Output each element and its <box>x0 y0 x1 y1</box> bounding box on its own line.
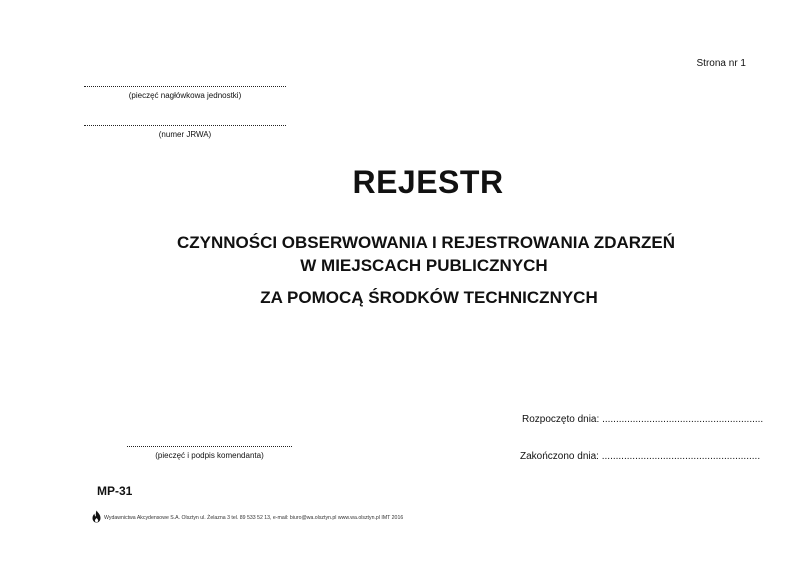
started-date-field: .......................................................... <box>602 414 764 425</box>
commander-signature-line <box>127 446 292 447</box>
commander-signature-caption: (pieczęć i podpis komendanta) <box>155 451 264 460</box>
page-title: REJESTR <box>352 164 504 200</box>
subtitle-line-2: W MIEJSCACH PUBLICZNYCH <box>300 256 548 275</box>
subtitle-line-1: CZYNNOŚCI OBSERWOWANIA I REJESTROWANIA ZDARZEŃ <box>176 233 676 252</box>
jrwa-number-caption: (numer JRWA) <box>158 130 212 139</box>
page-number: Strona nr 1 <box>696 58 746 69</box>
ended-date-label: Zakończono dnia: <box>520 451 599 462</box>
started-date-label: Rozpoczęto dnia: <box>522 414 600 425</box>
flame-logo-icon <box>91 510 102 528</box>
ended-date-row <box>520 451 760 462</box>
ended-date-field: ......................................................... <box>601 451 761 462</box>
subtitle-line-3: ZA POMOCĄ ŚRODKÓW TECHNICZNYCH <box>260 288 598 307</box>
started-date-row <box>522 414 763 425</box>
form-code: MP-31 <box>97 484 133 498</box>
unit-stamp-line <box>84 86 286 87</box>
unit-stamp-caption: (pieczęć nagłówkowa jednostki) <box>128 91 242 100</box>
jrwa-number-line <box>84 125 286 126</box>
publisher-info: Wydawnictwa Akcydensowe S.A. Olsztyn ul. Żelazna 3 tel. 89 533 52 13, e-mail: biuro@wa.olsztyn.pl www.wa.olsztyn.pl IMT 2016 <box>104 515 404 521</box>
